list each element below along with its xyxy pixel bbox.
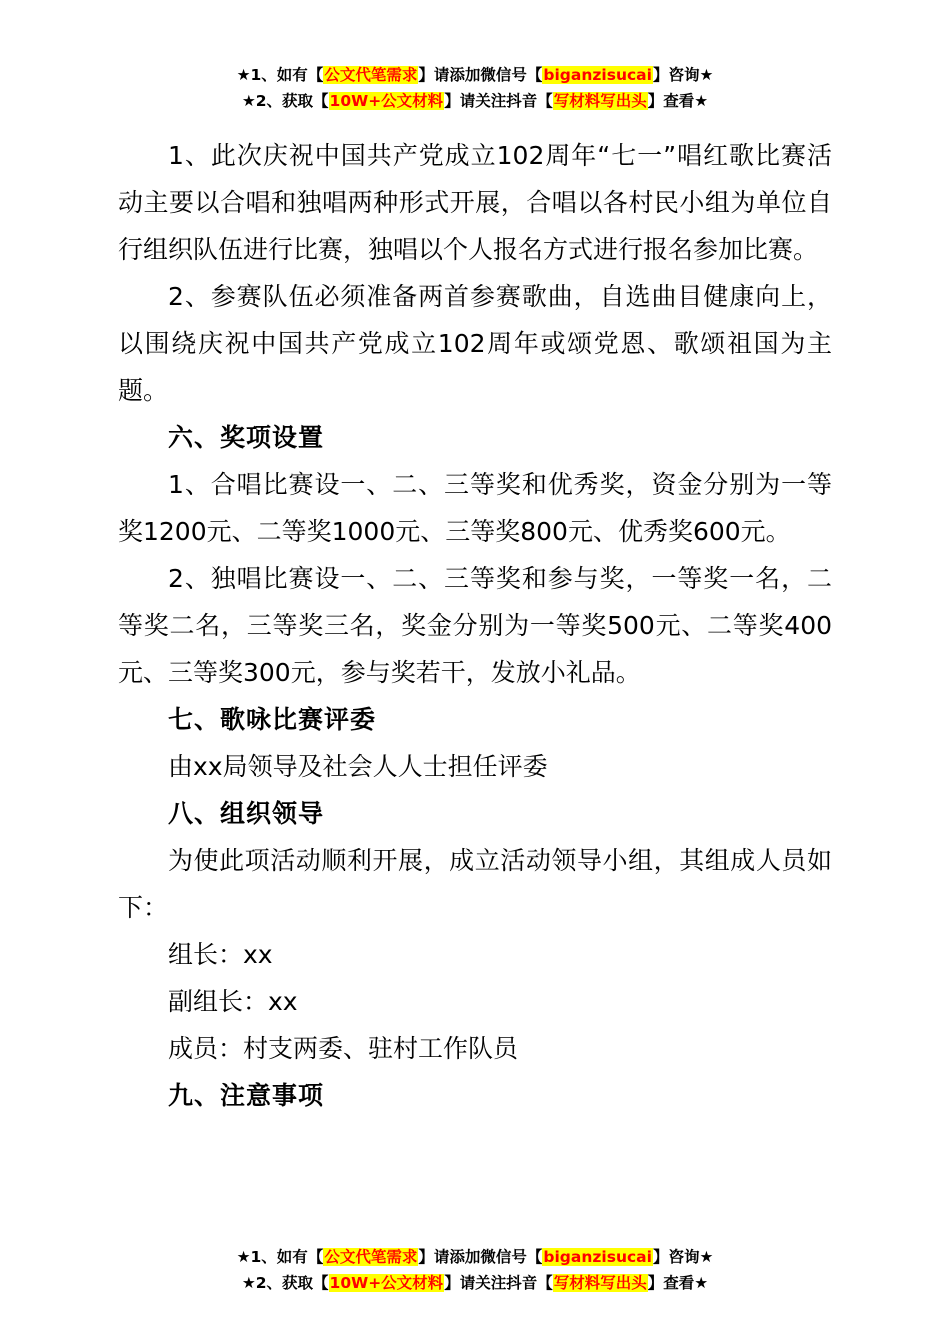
promo-top-1-middle: 请添加微信号 — [433, 66, 527, 84]
promo-bottom-1-bracket-close-2: 】 — [652, 1248, 669, 1266]
star-icon: ★ — [241, 92, 256, 110]
paragraph-leader: 组长：xx — [168, 940, 273, 969]
paragraph-award-2: 2、独唱比赛设一、二、三等奖和参与奖，一等奖一名，二等奖二名，三等奖三名，奖金分别为一等奖500元、二等奖400元、三等奖300元，参与奖若干，发放小礼品。 — [118, 564, 832, 687]
star-icon: ★ — [699, 1248, 714, 1266]
promo-top-2-bracket-close: 】 — [444, 92, 460, 110]
promo-bottom-2-bracket-close-2: 】 — [647, 1274, 664, 1292]
promo-top-2-bracket-open-2: 【 — [537, 92, 553, 110]
promo-top-2-bracket-close-2: 】 — [647, 92, 664, 110]
promo-banner-bottom-line-1 — [118, 1244, 832, 1270]
page-footer — [118, 1234, 832, 1296]
promo-top-2-bracket-open: 【 — [313, 92, 329, 110]
promo-top-1-bracket-close-2: 】 — [652, 66, 669, 84]
promo-banner-bottom-line-2 — [118, 1270, 832, 1296]
promo-bottom-1-middle: 请添加微信号 — [433, 1248, 527, 1266]
promo-bottom-1-bracket-open: 【 — [307, 1248, 324, 1266]
promo-top-1-bracket-open: 【 — [307, 66, 324, 84]
promo-bottom-2-prefix: 2、获取 — [255, 1274, 314, 1292]
promo-bottom-2-bracket-close: 】 — [444, 1274, 460, 1292]
heading-section-nine: 九、注意事项 — [168, 1081, 325, 1110]
star-icon: ★ — [236, 1248, 251, 1266]
promo-bottom-1-bracket-close: 】 — [418, 1248, 434, 1266]
star-icon: ★ — [241, 1274, 256, 1292]
star-icon: ★ — [699, 66, 714, 84]
promo-bottom-2-highlight-1: 10W+公文材料 — [329, 1274, 444, 1292]
paragraph-item-1: 1、此次庆祝中国共产党成立102周年“七一”唱红歌比赛活动主要以合唱和独唱两种形式开展，合唱以各村民小组为单位自行组织队伍进行比赛，独唱以个人报名方式进行报名参加比赛。 — [118, 141, 832, 264]
star-icon: ★ — [694, 92, 709, 110]
heading-section-seven: 七、歌咏比赛评委 — [168, 705, 377, 734]
document-body — [118, 132, 832, 1119]
star-icon: ★ — [694, 1274, 709, 1292]
promo-top-1-highlight-2: biganzisucai — [543, 66, 652, 84]
promo-top-2-middle: 请关注抖音 — [459, 92, 538, 110]
promo-bottom-1-highlight-1: 公文代笔需求 — [324, 1248, 418, 1266]
paragraph-organization: 为使此项活动顺利开展，成立活动领导小组，其组成人员如下： — [118, 846, 832, 922]
star-icon: ★ — [236, 66, 251, 84]
promo-top-2-prefix: 2、获取 — [255, 92, 314, 110]
promo-banner-top-line-1 — [118, 62, 832, 88]
promo-bottom-2-bracket-open-2: 【 — [537, 1274, 553, 1292]
paragraph-item-2: 2、参赛队伍必须准备两首参赛歌曲，自选曲目健康向上，以围绕庆祝中国共产党成立102周年或颂党恩、歌颂祖国为主题。 — [118, 282, 832, 405]
promo-top-2-suffix: 查看 — [663, 92, 695, 110]
paragraph-award-1: 1、合唱比赛设一、二、三等奖和优秀奖，资金分别为一等奖1200元、二等奖1000元、三等奖800元、优秀奖600元。 — [118, 470, 832, 546]
promo-top-1-bracket-close: 】 — [418, 66, 434, 84]
promo-top-1-prefix: 1、如有 — [250, 66, 308, 84]
promo-bottom-1-highlight-2: biganzisucai — [543, 1248, 652, 1266]
promo-bottom-2-middle: 请关注抖音 — [459, 1274, 538, 1292]
promo-banner-top — [118, 62, 832, 114]
paragraph-judges: 由xx局领导及社会人人士担任评委 — [168, 752, 548, 781]
promo-top-2-highlight-2: 写材料写出头 — [553, 92, 647, 110]
paragraph-deputy-leader: 副组长：xx — [168, 987, 298, 1016]
promo-bottom-1-prefix: 1、如有 — [250, 1248, 308, 1266]
promo-top-2-highlight-1: 10W+公文材料 — [329, 92, 444, 110]
promo-banner-top-line-2 — [118, 88, 832, 114]
heading-section-six: 六、奖项设置 — [168, 423, 325, 452]
promo-bottom-1-suffix: 咨询 — [668, 1248, 700, 1266]
promo-top-1-suffix: 咨询 — [668, 66, 700, 84]
promo-top-1-bracket-open-2: 【 — [526, 66, 543, 84]
promo-bottom-1-bracket-open-2: 【 — [526, 1248, 543, 1266]
promo-bottom-2-bracket-open: 【 — [313, 1274, 329, 1292]
promo-bottom-2-suffix: 查看 — [663, 1274, 695, 1292]
paragraph-members: 成员：村支两委、驻村工作队员 — [168, 1034, 519, 1063]
promo-top-1-highlight-1: 公文代笔需求 — [324, 66, 418, 84]
promo-bottom-2-highlight-2: 写材料写出头 — [553, 1274, 647, 1292]
heading-section-eight: 八、组织领导 — [168, 799, 325, 828]
promo-banner-bottom — [118, 1244, 832, 1296]
